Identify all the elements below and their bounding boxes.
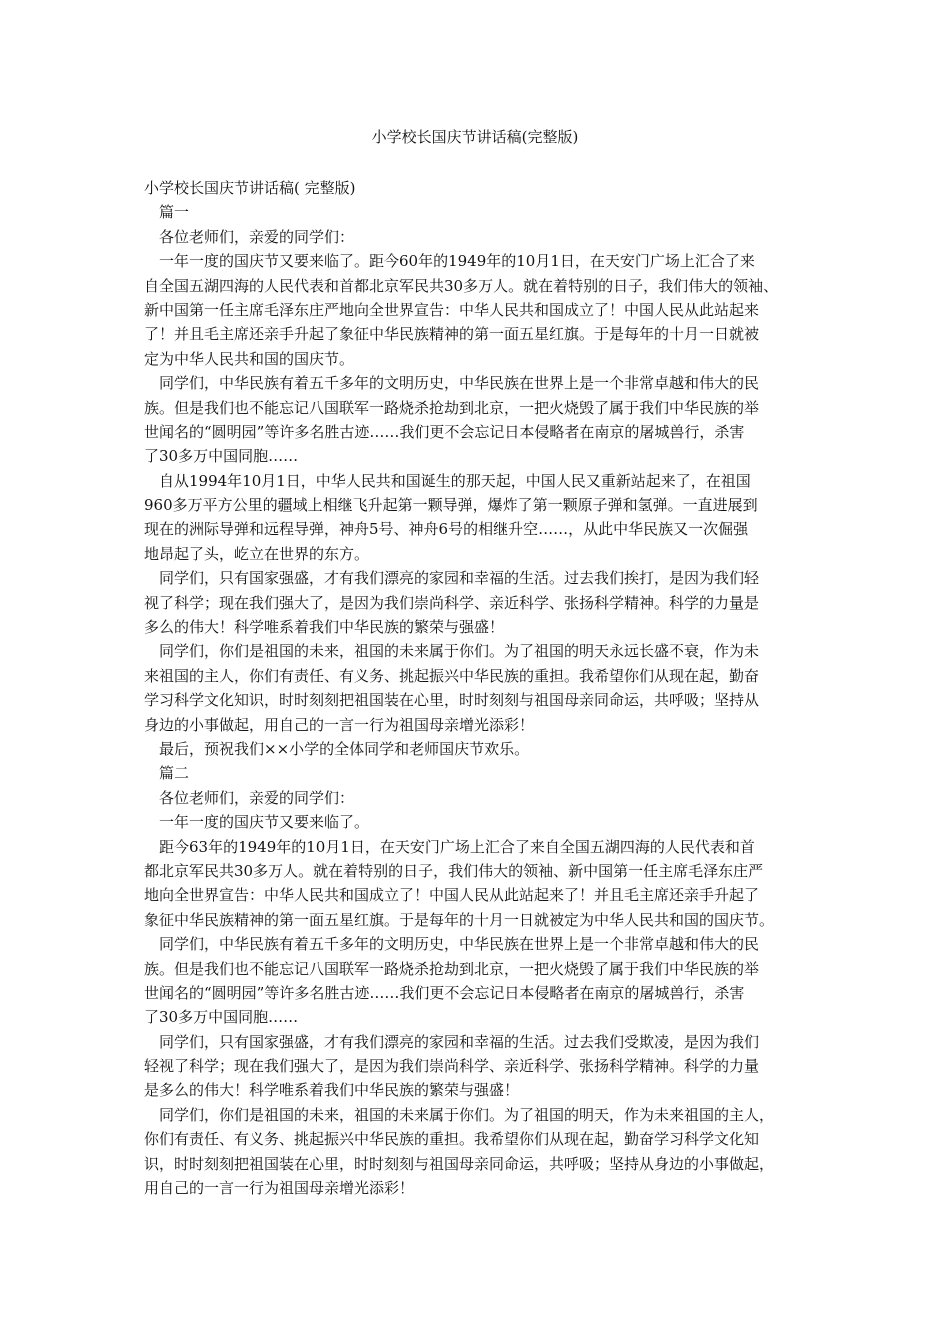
text-line: 同学们，只有国家强盛，才有我们漂亮的家园和幸福的生活。过去我们挨打，是因为我们轻	[144, 569, 760, 588]
text-line: 同学们，你们是祖国的未来，祖国的未来属于你们。为了祖国的明天，作为未来祖国的主人，	[144, 1105, 775, 1124]
text-line: 族。但是我们也不能忘记八国联军一路烧杀抢劫到北京，一把火烧毁了属于我们中华民族的举	[144, 959, 760, 978]
text-line: 现在的洲际导弹和远程导弹，神舟5号、神舟6号的相继升空……，从此中华民族又一次倔强	[144, 520, 749, 539]
text-line: 来祖国的主人，你们有责任、有义务、挑起振兴中华民族的重担。我希望你们从现在起，勤奋	[144, 666, 760, 685]
text-line: 世闻名的“圆明园”等许多名胜古迹……我们更不会忘记日本侵略者在南京的屠城兽行，杀害	[144, 983, 745, 1002]
text-line: 是多么的伟大！科学唯系着我们中华民族的繁荣与强盛！	[144, 1081, 520, 1100]
text-line: 定为中华人民共和国的国庆节。	[144, 349, 355, 368]
text-line: 各位老师们，亲爱的同学们：	[144, 788, 355, 807]
text-line: 你们有责任、有义务、挑起振兴中华民族的重担。我希望你们从现在起，勤奋学习科学文化知	[144, 1130, 760, 1149]
text-line: 都北京军民共30多万人。就在着特别的日子，我们伟大的领袖、新中国第一任主席毛泽东庄严	[144, 861, 764, 880]
text-line: 学习科学文化知识，时时刻刻把祖国装在心里，时时刻刻与祖国母亲同命运，共呼吸；坚持从	[144, 691, 760, 710]
text-line: 一年一度的国庆节又要来临了。距今60年的1949年的10月1日，在天安门广场上汇合了来	[144, 252, 755, 271]
text-line: 一年一度的国庆节又要来临了。	[144, 813, 370, 832]
text-line: 视了科学；现在我们强大了，是因为我们崇尚科学、亲近科学、张扬科学精神。科学的力量是	[144, 593, 760, 612]
text-line: 最后，预祝我们××小学的全体同学和老师国庆节欢乐。	[144, 739, 530, 758]
text-line: 篇一	[144, 203, 190, 222]
text-line: 象征中华民族精神的第一面五星红旗。于是每年的十月一日就被定为中华人民共和国的国庆节。	[144, 910, 775, 929]
text-line: 世闻名的“圆明园”等许多名胜古迹……我们更不会忘记日本侵略者在南京的屠城兽行，杀害	[144, 422, 745, 441]
document-title: 小学校长国庆节讲话稿(完整版)	[371, 128, 579, 146]
text-line: 自从1994年10月1日，中华人民共和国诞生的那天起，中国人民又重新站起来了，在祖国	[144, 471, 751, 490]
text-line: 地向全世界宣告：中华人民共和国成立了！中国人民从此站起来了！并且毛主席还亲手升起了	[144, 886, 760, 905]
text-line: 了30多万中国同胞……	[144, 447, 299, 466]
text-line: 用自己的一言一行为祖国母亲增光添彩！	[144, 1179, 415, 1198]
text-line: 同学们，中华民族有着五千多年的文明历史，中华民族在世界上是一个非常卓越和伟大的民	[144, 935, 760, 954]
text-line: 同学们，中华民族有着五千多年的文明历史，中华民族在世界上是一个非常卓越和伟大的民	[144, 374, 760, 393]
text-line: 各位老师们，亲爱的同学们：	[144, 227, 355, 246]
text-line: 身边的小事做起，用自己的一言一行为祖国母亲增光添彩！	[144, 715, 535, 734]
text-line: 同学们，只有国家强盛，才有我们漂亮的家园和幸福的生活。过去我们受欺凌，是因为我们	[144, 1032, 760, 1051]
text-line: 了30多万中国同胞……	[144, 1008, 299, 1027]
text-line: 960多万平方公里的疆域上相继飞升起第一颗导弹，爆炸了第一颗原子弹和氢弹。一直进展到	[144, 496, 758, 515]
text-line: 小学校长国庆节讲话稿( 完整版)	[144, 179, 356, 197]
text-line: 自全国五湖四海的人民代表和首都北京军民共30多万人。就在着特别的日子，我们伟大的领袖、	[144, 276, 779, 295]
text-line: 距今63年的1949年的10月1日，在天安门广场上汇合了来自全国五湖四海的人民代表和首	[144, 837, 755, 856]
text-line: 识，时时刻刻把祖国装在心里，时时刻刻与祖国母亲同命运，共呼吸；坚持从身边的小事做起，	[144, 1154, 775, 1173]
text-line: 轻视了科学；现在我们强大了，是因为我们崇尚科学、亲近科学、张扬科学精神。科学的力量	[144, 1057, 760, 1076]
text-line: 了！并且毛主席还亲手升起了象征中华民族精神的第一面五星红旗。于是每年的十月一日就被	[144, 325, 760, 344]
text-line: 地昂起了头，屹立在世界的东方。	[144, 544, 370, 563]
text-line: 新中国第一任主席毛泽东庄严地向全世界宣告：中华人民共和国成立了！中国人民从此站起来	[144, 300, 760, 319]
text-line: 多么的伟大！科学唯系着我们中华民族的繁荣与强盛！	[144, 618, 505, 637]
text-line: 族。但是我们也不能忘记八国联军一路烧杀抢劫到北京，一把火烧毁了属于我们中华民族的举	[144, 398, 760, 417]
text-line: 同学们，你们是祖国的未来，祖国的未来属于你们。为了祖国的明天永远长盛不衰，作为未	[144, 642, 760, 661]
text-line: 篇二	[144, 764, 190, 783]
document-body	[144, 176, 808, 1200]
